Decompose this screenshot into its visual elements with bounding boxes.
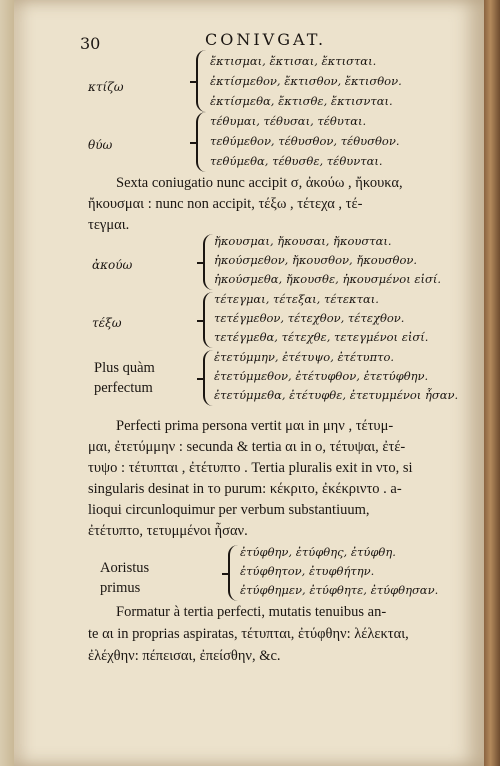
conjugation-line: ἐτύφθην, ἐτύφθης, ἐτύφθη.	[240, 545, 396, 559]
tense-label: Plus quàm	[94, 360, 155, 376]
text-line: τεγμαι.	[88, 217, 130, 233]
page-gutter	[0, 0, 14, 766]
conjugation-line: ἐτετύμμεθον, ἐτέτυφθον, ἐτετύφθην.	[214, 369, 429, 383]
text-line: lioqui circunloquimur per verbum substantiuum,	[88, 502, 370, 518]
brace	[228, 545, 240, 601]
conjugation-line: ἐτετύμμην, ἐτέτυψο, ἐτέτυπτο.	[214, 350, 395, 364]
conjugation-line: τεθύμεθον, τέθυσθον, τέθυσθον.	[210, 134, 400, 148]
brace	[196, 112, 208, 172]
page-number: 30	[80, 34, 101, 53]
text-line: μαι, ἐτετύμμην : secunda & tertia αι in ο, τέτυψαι, ἐτέ-	[88, 439, 406, 455]
conjugation-line: ἐτύφθητον, ἐτυφθήτην.	[240, 564, 375, 578]
text-line: singularis desinat in το purum: κέκριτο, ἐκέκριντο . a-	[88, 481, 402, 497]
conjugation-line: ἠκούσμεθον, ἤκουσθον, ἤκουσθον.	[214, 253, 418, 267]
text-line: Perfecti prima persona vertit μαι in μην , τέτυμ-	[116, 418, 394, 434]
text-line: τυψο : τέτυπται , ἐτέτυπτο . Tertia pluralis exit in ντο, si	[88, 460, 413, 476]
tense-label: Aoristus	[100, 560, 150, 576]
conjugation-line: τετέγμεθον, τέτεχθον, τέτεχθον.	[214, 311, 405, 325]
verb-label: τέξω	[92, 316, 122, 330]
verb-label: ἀκούω	[92, 258, 133, 272]
running-title: CONIVGAT.	[205, 30, 327, 49]
verb-label: θύω	[88, 138, 113, 152]
conjugation-line: ἐτύφθημεν, ἐτύφθητε, ἐτύφθησαν.	[240, 583, 439, 597]
verb-label: κτίζω	[88, 80, 124, 94]
brace	[196, 50, 208, 112]
text-line: ἐτέτυπτο, τετυμμένοι ἦσαν.	[88, 523, 248, 539]
page-edge	[484, 0, 500, 766]
text-line: Sexta coniugatio nunc accipit σ, ἀκούω , ἤκουκα,	[116, 175, 403, 191]
conjugation-line: τεθύμεθα, τέθυσθε, τέθυνται.	[210, 154, 383, 168]
text-line: ἐλέχθην: πέπεισαι, ἐπείσθην, &c.	[88, 648, 281, 664]
conjugation-line: ἐκτίσμεθα, ἔκτισθε, ἔκτισνται.	[210, 94, 393, 108]
conjugation-line: ἔκτισμαι, ἔκτισαι, ἔκτισται.	[210, 54, 377, 68]
text-line: te αι in proprias aspiratas, τέτυπται, ἐτύφθην: λέλεκται,	[88, 626, 409, 642]
text-line: ἤκουσμαι : nunc non accipit, τέξω , τέτεχα , τέ-	[88, 196, 363, 212]
conjugation-line: ἤκουσμαι, ἤκουσαι, ἤκουσται.	[214, 234, 392, 248]
conjugation-line: ἐτετύμμεθα, ἐτέτυφθε, ἐτετυμμένοι ἦσαν.	[214, 388, 459, 402]
conjugation-line: τέθυμαι, τέθυσαι, τέθυται.	[210, 114, 367, 128]
conjugation-line: ἠκούσμεθα, ἤκουσθε, ἠκουσμένοι εἰσί.	[214, 272, 442, 286]
tense-label: primus	[100, 580, 141, 596]
conjugation-line: τετέγμεθα, τέτεχθε, τετεγμένοι εἰσί.	[214, 330, 429, 344]
tense-label: perfectum	[94, 380, 153, 396]
conjugation-line: τέτεγμαι, τέτεξαι, τέτεκται.	[214, 292, 379, 306]
conjugation-line: ἐκτίσμεθον, ἔκτισθον, ἔκτισθον.	[210, 74, 402, 88]
text-line: Formatur à tertia perfecti, mutatis tenuibus an-	[116, 604, 387, 620]
